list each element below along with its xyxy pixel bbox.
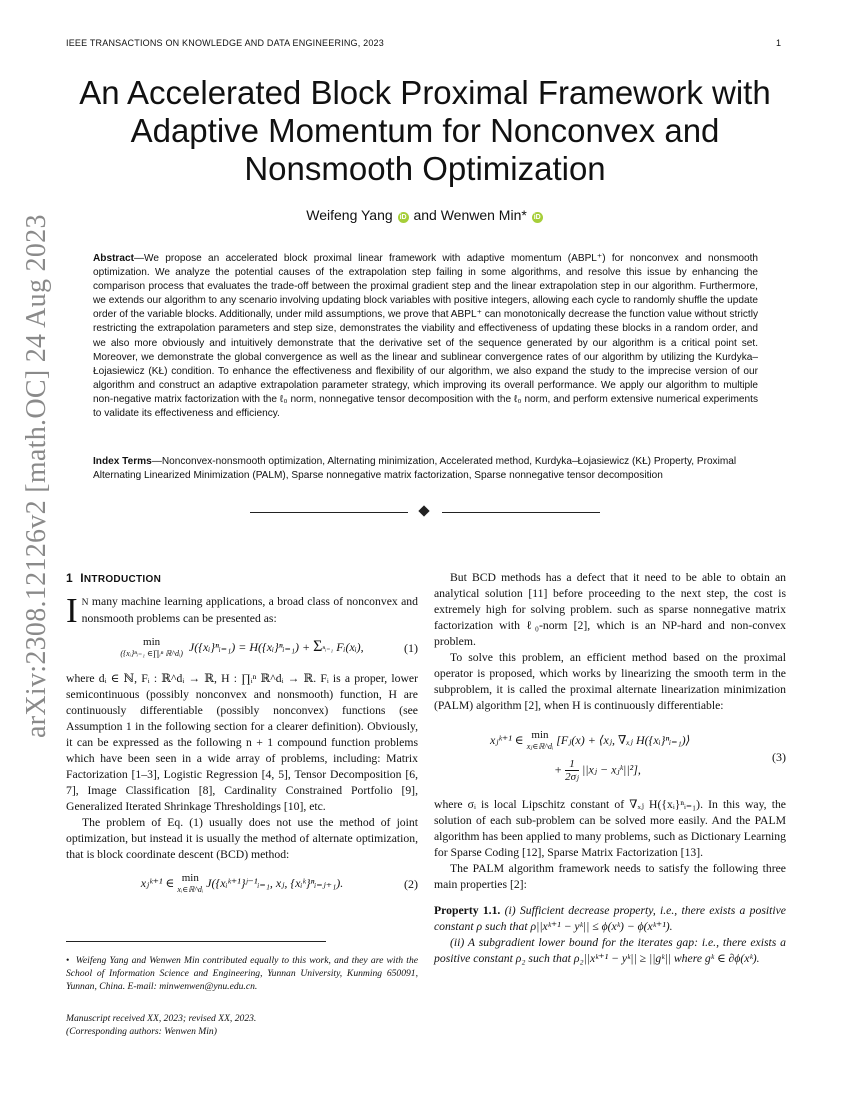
smallcaps-lead: N bbox=[81, 598, 89, 608]
manuscript-dates: Manuscript received XX, 2023; revised XX, 2023. bbox=[66, 1013, 257, 1024]
dropcap: I bbox=[66, 591, 78, 630]
abstract bbox=[93, 252, 758, 421]
author-name: Wenwen Min* bbox=[440, 207, 527, 223]
paragraph: The problem of Eq. (1) usually does not use the method of joint optimization, but instead it is usually the method of alternate optimization, that is block coordinate descent (BCD) method: bbox=[66, 816, 418, 861]
footnote-text: Weifeng Yang and Wenwen Min contributed equally to this work, and they are with the School of Information Science and Engineering, Yunnan University, Kunming 650091, Yunnan, China. E-mail: minwenwen@ynu.edu.cn. bbox=[66, 955, 418, 992]
abstract-text: —We propose an accelerated block proximal linear framework with adaptive momentum (ABPL⁺) for nonconvex and nonsmooth optimization. We analyze the potential causes of the extrapolation step failing in some algorithms, and resolve this issue by enhancing the comparison process that evaluates the trade-off between the proximal gradient step and the linear extrapolation step in our algorithm. Furthermore, we extends our algorithm to any scenario involving updating block variables with positive integers, allowing each cycle to randomly shuffle the update order of the variable blocks. Additionally, under mild assumptions, we prove that ABPL⁺ can monotonically decrease the function value without strictly restricting the extrapolation parameters and step size, demonstrates the viability and effectiveness of updating these blocks in a random order, and we also more obviously and intuitively demonstrate that the derivative set of the sequence generated by our algorithm is a critical point set. Moreover, we demonstrate the global convergence as well as the linear and sublinear convergence rates of our algorithm by utilizing the Kurdyka–Łojasiewicz (KŁ) condition. To enhance the effectiveness and flexibility of our algorithm, we also expand the study to the imprecise version of our algorithm and construct an adaptive extrapolation parameter strategy, which improving its overall performance. We apply our algorithm to multiple non-negative matrix factorization with the ℓ₀ norm, nonnegative tensor decomposition with the ℓ₀ norm, and perform extensive numerical experiments to validate its effectiveness and efficiency. bbox=[93, 253, 758, 420]
arxiv-identifier-stamp[interactable]: arXiv:2308.12126v2 [math.OC] 24 Aug 2023 bbox=[21, 214, 52, 738]
section-divider bbox=[442, 512, 600, 513]
section-title-initial: I bbox=[80, 571, 84, 585]
title-line: Nonsmooth Optimization bbox=[244, 150, 606, 187]
paragraph: where σᵢ is local Lipschitz constant of ∇ₓⱼ H({xᵢ}ⁿᵢ₌₁). In this way, the solution of each sub-problem can be solved more easily. And the PALM algorithm has been applied to many problems, such as Dictionary Learning for Sparse Coding [12], Sparse Matrix Factorization [13]. bbox=[434, 798, 786, 859]
property-1-1 bbox=[434, 903, 786, 935]
equation-1: min ({xᵢ}ⁿᵢ₌₁ ∈∏ᵢⁿ ℝ^dᵢ) J({xᵢ}ⁿᵢ₌₁) = H({xᵢ}ⁿᵢ₌₁) + Σⁿᵢ₌₁ Fᵢ(xᵢ), (1) bbox=[120, 636, 418, 658]
property-item: (i) Sufficient decrease property, i.e., there exists a positive constant ρ such that ρ||xᵏ⁺¹ − yᵏ|| ≤ ϕ(xᵏ) − ϕ(xᵏ⁺¹). bbox=[434, 904, 786, 933]
section-divider bbox=[250, 512, 408, 513]
right-column bbox=[434, 570, 786, 967]
paper-title bbox=[60, 74, 790, 188]
index-terms bbox=[93, 455, 758, 483]
section-heading bbox=[66, 570, 418, 588]
running-head: IEEE TRANSACTIONS ON KNOWLEDGE AND DATA ENGINEERING, 2023 bbox=[66, 38, 384, 48]
left-column bbox=[66, 570, 418, 907]
corresponding-author: (Corresponding authors: Wenwen Min) bbox=[66, 1026, 217, 1037]
divider-diamond-icon bbox=[418, 505, 429, 516]
abstract-label: Abstract bbox=[93, 253, 134, 264]
equation-number: (1) bbox=[404, 641, 418, 655]
title-line: An Accelerated Block Proximal Framework with bbox=[79, 74, 771, 111]
manuscript-note bbox=[66, 1012, 418, 1038]
paragraph bbox=[66, 591, 418, 630]
footnote-rule bbox=[66, 941, 326, 942]
paragraph: But BCD methods has a defect that it need to be able to obtain an analytical solution [11] before proceeding to the next step, the cost is extremely high for solving problem. such as sparse nonnegative matrix factorization with ℓ₀-norm [2], which is an NP-hard and non-convex problem. bbox=[434, 571, 786, 648]
page-number: 1 bbox=[776, 38, 782, 48]
property-item: (ii) A subgradient lower bound for the iterates gap: i.e., there exists a positive constant ρ₂ such that ρ₂||xᵏ⁺¹ − yᵏ|| ≥ ||gᵏ|| where gᵏ ∈ ∂ϕ(xᵏ). bbox=[434, 936, 786, 965]
author-list bbox=[0, 207, 850, 223]
paragraph: To solve this problem, an efficient method based on the proximal operator is proposed, which works by linearizing the smooth term in the subproblem, it is called the proximal alternate linearization minimization (PALM) algorithm [2], when H is continuously differentiable: bbox=[434, 651, 786, 712]
equation-number: (2) bbox=[404, 877, 418, 891]
paragraph: The PALM algorithm framework needs to satisfy the following three main properties [2]: bbox=[434, 862, 786, 891]
footnote: • Weifeng Yang and Wenwen Min contributed equally to this work, and they are with the School of Information Science and Engineering, Yunnan University, Kunming 650091, Yunnan, China. E-mail: minwenwen@ynu.edu.cn. bbox=[66, 955, 418, 992]
section-number: 1 bbox=[66, 571, 73, 585]
equation-number: (3) bbox=[772, 749, 786, 764]
paragraph-text: many machine learning applications, a broad class of nonconvex and nonsmooth problems can be presented as: bbox=[81, 595, 418, 625]
equation-2: xⱼᵏ⁺¹ ∈ min xᵢ∈ℝ^dᵢ J({xᵢᵏ⁺¹}ʲ⁻¹ᵢ₌₁, xⱼ, {xᵢᵏ}ⁿᵢ₌ⱼ₊₁). (2) bbox=[140, 872, 418, 894]
author-conjunction: and bbox=[413, 207, 437, 223]
property-label: Property 1.1. bbox=[434, 904, 501, 917]
index-terms-text: —Nonconvex-nonsmooth optimization, Alternating minimization, Accelerated method, Kurdyka–Łojasiewicz (KŁ) Property, Proximal Alternating Linearized Minimization (PALM), Sparse nonnegative matrix factorization, Sparse nonnegative tensor decomposition bbox=[93, 456, 737, 482]
paragraph: where dᵢ ∈ ℕ, Fᵢ : ℝ^dᵢ → ℝ, H : ∏ᵢⁿ ℝ^dᵢ → ℝ. Fᵢ is a proper, lower semicontinuous (possibly nonconvex and nonsmooth) function, H are continuously differentiable (possibly nonconvex) functions (see Assumption 1 in the following section for a clearer definition). Obviously, it can be expressed as the following n + 1 compound function problems which have been seen in a wide array of problems, including: Matrix Factorization [1–3], Logistic Regression [4, 5], Tensor Decomposition [6, 7], Image Classification [8], Cardinality Constrained Portfolio [9], Generalized Iterated Shrinkage Thresholdings [10], etc. bbox=[66, 672, 418, 813]
orcid-icon[interactable]: iD bbox=[533, 214, 541, 221]
orcid-icon[interactable]: iD bbox=[399, 214, 407, 221]
section-title-rest: NTRODUCTION bbox=[83, 574, 162, 585]
equation-3: xⱼᵏ⁺¹ ∈ min xⱼ∈ℝ^dᵢ [Fⱼ(x) + ⟨xⱼ, ∇ₓⱼ H({xᵢ}ⁿᵢ₌₁)⟩ + $\frac{1}{\text{2σⱼ}}$ ||xⱼ − xⱼᵏ||²], (3) bbox=[490, 729, 786, 783]
index-terms-label: Index Terms bbox=[93, 456, 152, 467]
title-line: Adaptive Momentum for Nonconvex and bbox=[130, 112, 720, 149]
author-name: Weifeng Yang bbox=[306, 207, 393, 223]
